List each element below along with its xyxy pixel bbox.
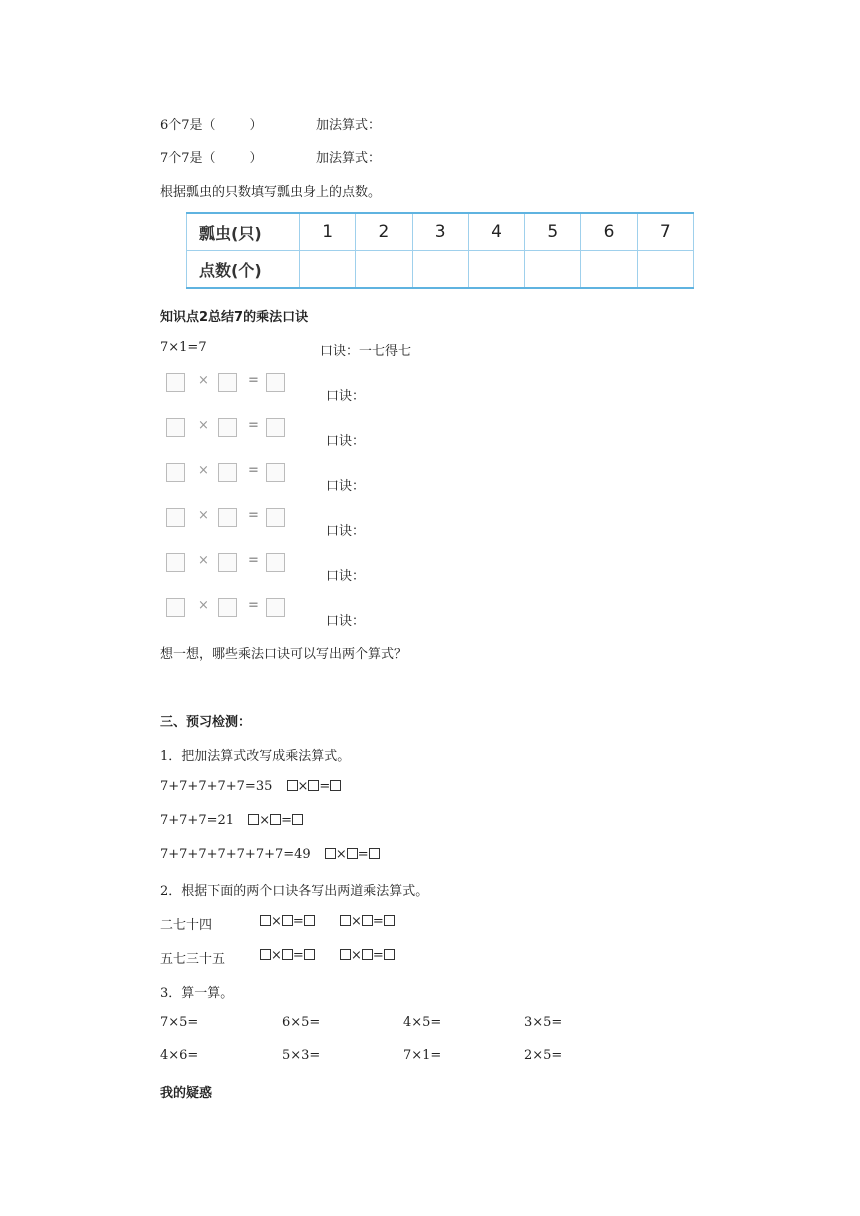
blank-box[interactable] bbox=[362, 915, 373, 926]
rhyme-label: 口诀： bbox=[326, 569, 366, 584]
addition-expr: 7+7+7+7+7=35 bbox=[160, 779, 273, 794]
question-1: 1．把加法算式改写成乘法算式。 bbox=[160, 749, 351, 764]
answer-box[interactable] bbox=[218, 463, 237, 482]
equation-row bbox=[166, 598, 286, 618]
table-row bbox=[187, 213, 694, 251]
blank-box[interactable] bbox=[248, 814, 259, 825]
addition-label: 加法算式： bbox=[316, 151, 382, 166]
equals-sign: = bbox=[319, 779, 331, 794]
times-sign: × bbox=[198, 553, 209, 568]
blank-box[interactable] bbox=[304, 949, 315, 960]
intro-paren: ） bbox=[249, 118, 263, 133]
answer-box[interactable] bbox=[166, 418, 185, 437]
q2-answer bbox=[260, 914, 315, 929]
q1-item bbox=[160, 847, 380, 862]
times-sign: × bbox=[198, 463, 209, 478]
equals-sign: = bbox=[248, 508, 259, 523]
answer-box[interactable] bbox=[218, 598, 237, 617]
blank-box[interactable] bbox=[287, 780, 298, 791]
intro-line-1 bbox=[160, 114, 263, 133]
table-cell: 5 bbox=[525, 213, 581, 251]
answer-cell[interactable] bbox=[356, 251, 412, 289]
blank-box[interactable] bbox=[340, 949, 351, 960]
answer-box[interactable] bbox=[166, 553, 185, 572]
table-cell: 7 bbox=[637, 213, 693, 251]
q2-answer bbox=[340, 948, 395, 963]
answer-box[interactable] bbox=[166, 508, 185, 527]
row-header-dots: 点数(个) bbox=[187, 251, 300, 289]
blank-box[interactable] bbox=[282, 915, 293, 926]
intro-paren: ） bbox=[249, 151, 263, 166]
intro-text: 7个7是（ bbox=[160, 151, 216, 166]
equation-row bbox=[166, 463, 286, 483]
blank-box[interactable] bbox=[362, 949, 373, 960]
q1-item bbox=[160, 779, 341, 794]
times-sign: × bbox=[297, 779, 309, 794]
calc-item: 7×5= bbox=[160, 1015, 199, 1030]
blank-box[interactable] bbox=[384, 915, 395, 926]
times-sign: × bbox=[198, 598, 209, 613]
q1-item bbox=[160, 813, 303, 828]
blank-box[interactable] bbox=[292, 814, 303, 825]
blank-box[interactable] bbox=[260, 915, 271, 926]
table-cell: 2 bbox=[356, 213, 412, 251]
table-cell: 1 bbox=[300, 213, 356, 251]
equals-sign: = bbox=[292, 948, 304, 963]
q2-rhyme: 二七十四 bbox=[160, 918, 213, 933]
blank-box[interactable] bbox=[304, 915, 315, 926]
ladybug-table bbox=[186, 212, 694, 289]
answer-box[interactable] bbox=[266, 373, 285, 392]
answer-box[interactable] bbox=[266, 508, 285, 527]
question-3: 3．算一算。 bbox=[160, 986, 234, 1001]
times-sign: × bbox=[259, 813, 271, 828]
rhyme-label: 口诀： bbox=[326, 479, 366, 494]
question-2: 2．根据下面的两个口诀各写出两道乘法算式。 bbox=[160, 884, 429, 899]
ladybug-instruction: 根据瓢虫的只数填写瓢虫身上的点数。 bbox=[160, 185, 382, 200]
blank-box[interactable] bbox=[260, 949, 271, 960]
answer-cell[interactable] bbox=[300, 251, 356, 289]
table-row bbox=[187, 251, 694, 289]
equals-sign: = bbox=[372, 914, 384, 929]
times-sign: × bbox=[335, 847, 347, 862]
rhyme-label: 口诀： bbox=[326, 434, 366, 449]
calc-item: 2×5= bbox=[524, 1048, 563, 1063]
row-header-ladybugs: 瓢虫(只) bbox=[187, 213, 300, 251]
rhyme-label: 口诀： bbox=[326, 389, 366, 404]
table-cell: 6 bbox=[581, 213, 637, 251]
q2-answer bbox=[260, 948, 315, 963]
times-sign: × bbox=[351, 948, 362, 963]
rhyme-label: 口诀： bbox=[326, 614, 366, 629]
answer-box[interactable] bbox=[166, 373, 185, 392]
equals-sign: = bbox=[372, 948, 384, 963]
times-sign: × bbox=[351, 914, 362, 929]
equals-sign: = bbox=[292, 914, 304, 929]
answer-cell[interactable] bbox=[525, 251, 581, 289]
equals-sign: = bbox=[248, 418, 259, 433]
calc-item: 3×5= bbox=[524, 1015, 563, 1030]
section-heading: 知识点2总结7的乘法口诀 bbox=[160, 310, 309, 325]
think-prompt: 想一想，哪些乘法口诀可以写出两个算式？ bbox=[160, 647, 408, 662]
times-sign: × bbox=[198, 418, 209, 433]
equation-row bbox=[166, 418, 286, 438]
times-sign: × bbox=[198, 373, 209, 388]
equation-row bbox=[166, 553, 286, 573]
calc-item: 5×3= bbox=[282, 1048, 321, 1063]
section-heading: 三、预习检测： bbox=[160, 715, 252, 730]
calc-item: 4×6= bbox=[160, 1048, 199, 1063]
addition-label: 加法算式： bbox=[316, 118, 382, 133]
equals-sign: = bbox=[357, 847, 369, 862]
blank-box[interactable] bbox=[282, 949, 293, 960]
example-equation: 7×1=7 bbox=[160, 340, 207, 355]
equals-sign: = bbox=[248, 598, 259, 613]
blank-box[interactable] bbox=[340, 915, 351, 926]
answer-box[interactable] bbox=[266, 598, 285, 617]
example-rhyme: 口诀：一七得七 bbox=[320, 344, 412, 359]
blank-box[interactable] bbox=[347, 848, 358, 859]
q2-answer bbox=[340, 914, 395, 929]
my-questions-heading: 我的疑惑 bbox=[160, 1086, 213, 1101]
answer-box[interactable] bbox=[218, 553, 237, 572]
blank-box[interactable] bbox=[270, 814, 281, 825]
answer-box[interactable] bbox=[218, 373, 237, 392]
answer-box[interactable] bbox=[218, 508, 237, 527]
equation-row bbox=[166, 508, 286, 528]
intro-line-2 bbox=[160, 147, 263, 166]
answer-box[interactable] bbox=[218, 418, 237, 437]
answer-box[interactable] bbox=[266, 418, 285, 437]
times-sign: × bbox=[271, 948, 282, 963]
q2-rhyme: 五七三十五 bbox=[160, 952, 226, 967]
table-cell: 3 bbox=[412, 213, 468, 251]
blank-box[interactable] bbox=[330, 780, 341, 791]
equals-sign: = bbox=[248, 463, 259, 478]
addition-expr: 7+7+7=21 bbox=[160, 813, 235, 828]
intro-text: 6个7是（ bbox=[160, 118, 216, 133]
times-sign: × bbox=[198, 508, 209, 523]
rhyme-label: 口诀： bbox=[326, 524, 366, 539]
times-sign: × bbox=[271, 914, 282, 929]
table-cell: 4 bbox=[468, 213, 524, 251]
blank-box[interactable] bbox=[308, 780, 319, 791]
equals-sign: = bbox=[248, 553, 259, 568]
answer-cell[interactable] bbox=[637, 251, 693, 289]
answer-cell[interactable] bbox=[468, 251, 524, 289]
answer-cell[interactable] bbox=[581, 251, 637, 289]
answer-box[interactable] bbox=[166, 598, 185, 617]
addition-expr: 7+7+7+7+7+7+7=49 bbox=[160, 847, 311, 862]
calc-item: 4×5= bbox=[403, 1015, 442, 1030]
blank-box[interactable] bbox=[369, 848, 380, 859]
answer-cell[interactable] bbox=[412, 251, 468, 289]
answer-box[interactable] bbox=[166, 463, 185, 482]
equals-sign: = bbox=[248, 373, 259, 388]
equation-row bbox=[166, 373, 286, 393]
blank-box[interactable] bbox=[325, 848, 336, 859]
calc-item: 6×5= bbox=[282, 1015, 321, 1030]
calc-item: 7×1= bbox=[403, 1048, 442, 1063]
answer-box[interactable] bbox=[266, 463, 285, 482]
answer-box[interactable] bbox=[266, 553, 285, 572]
blank-box[interactable] bbox=[384, 949, 395, 960]
equals-sign: = bbox=[281, 813, 292, 828]
